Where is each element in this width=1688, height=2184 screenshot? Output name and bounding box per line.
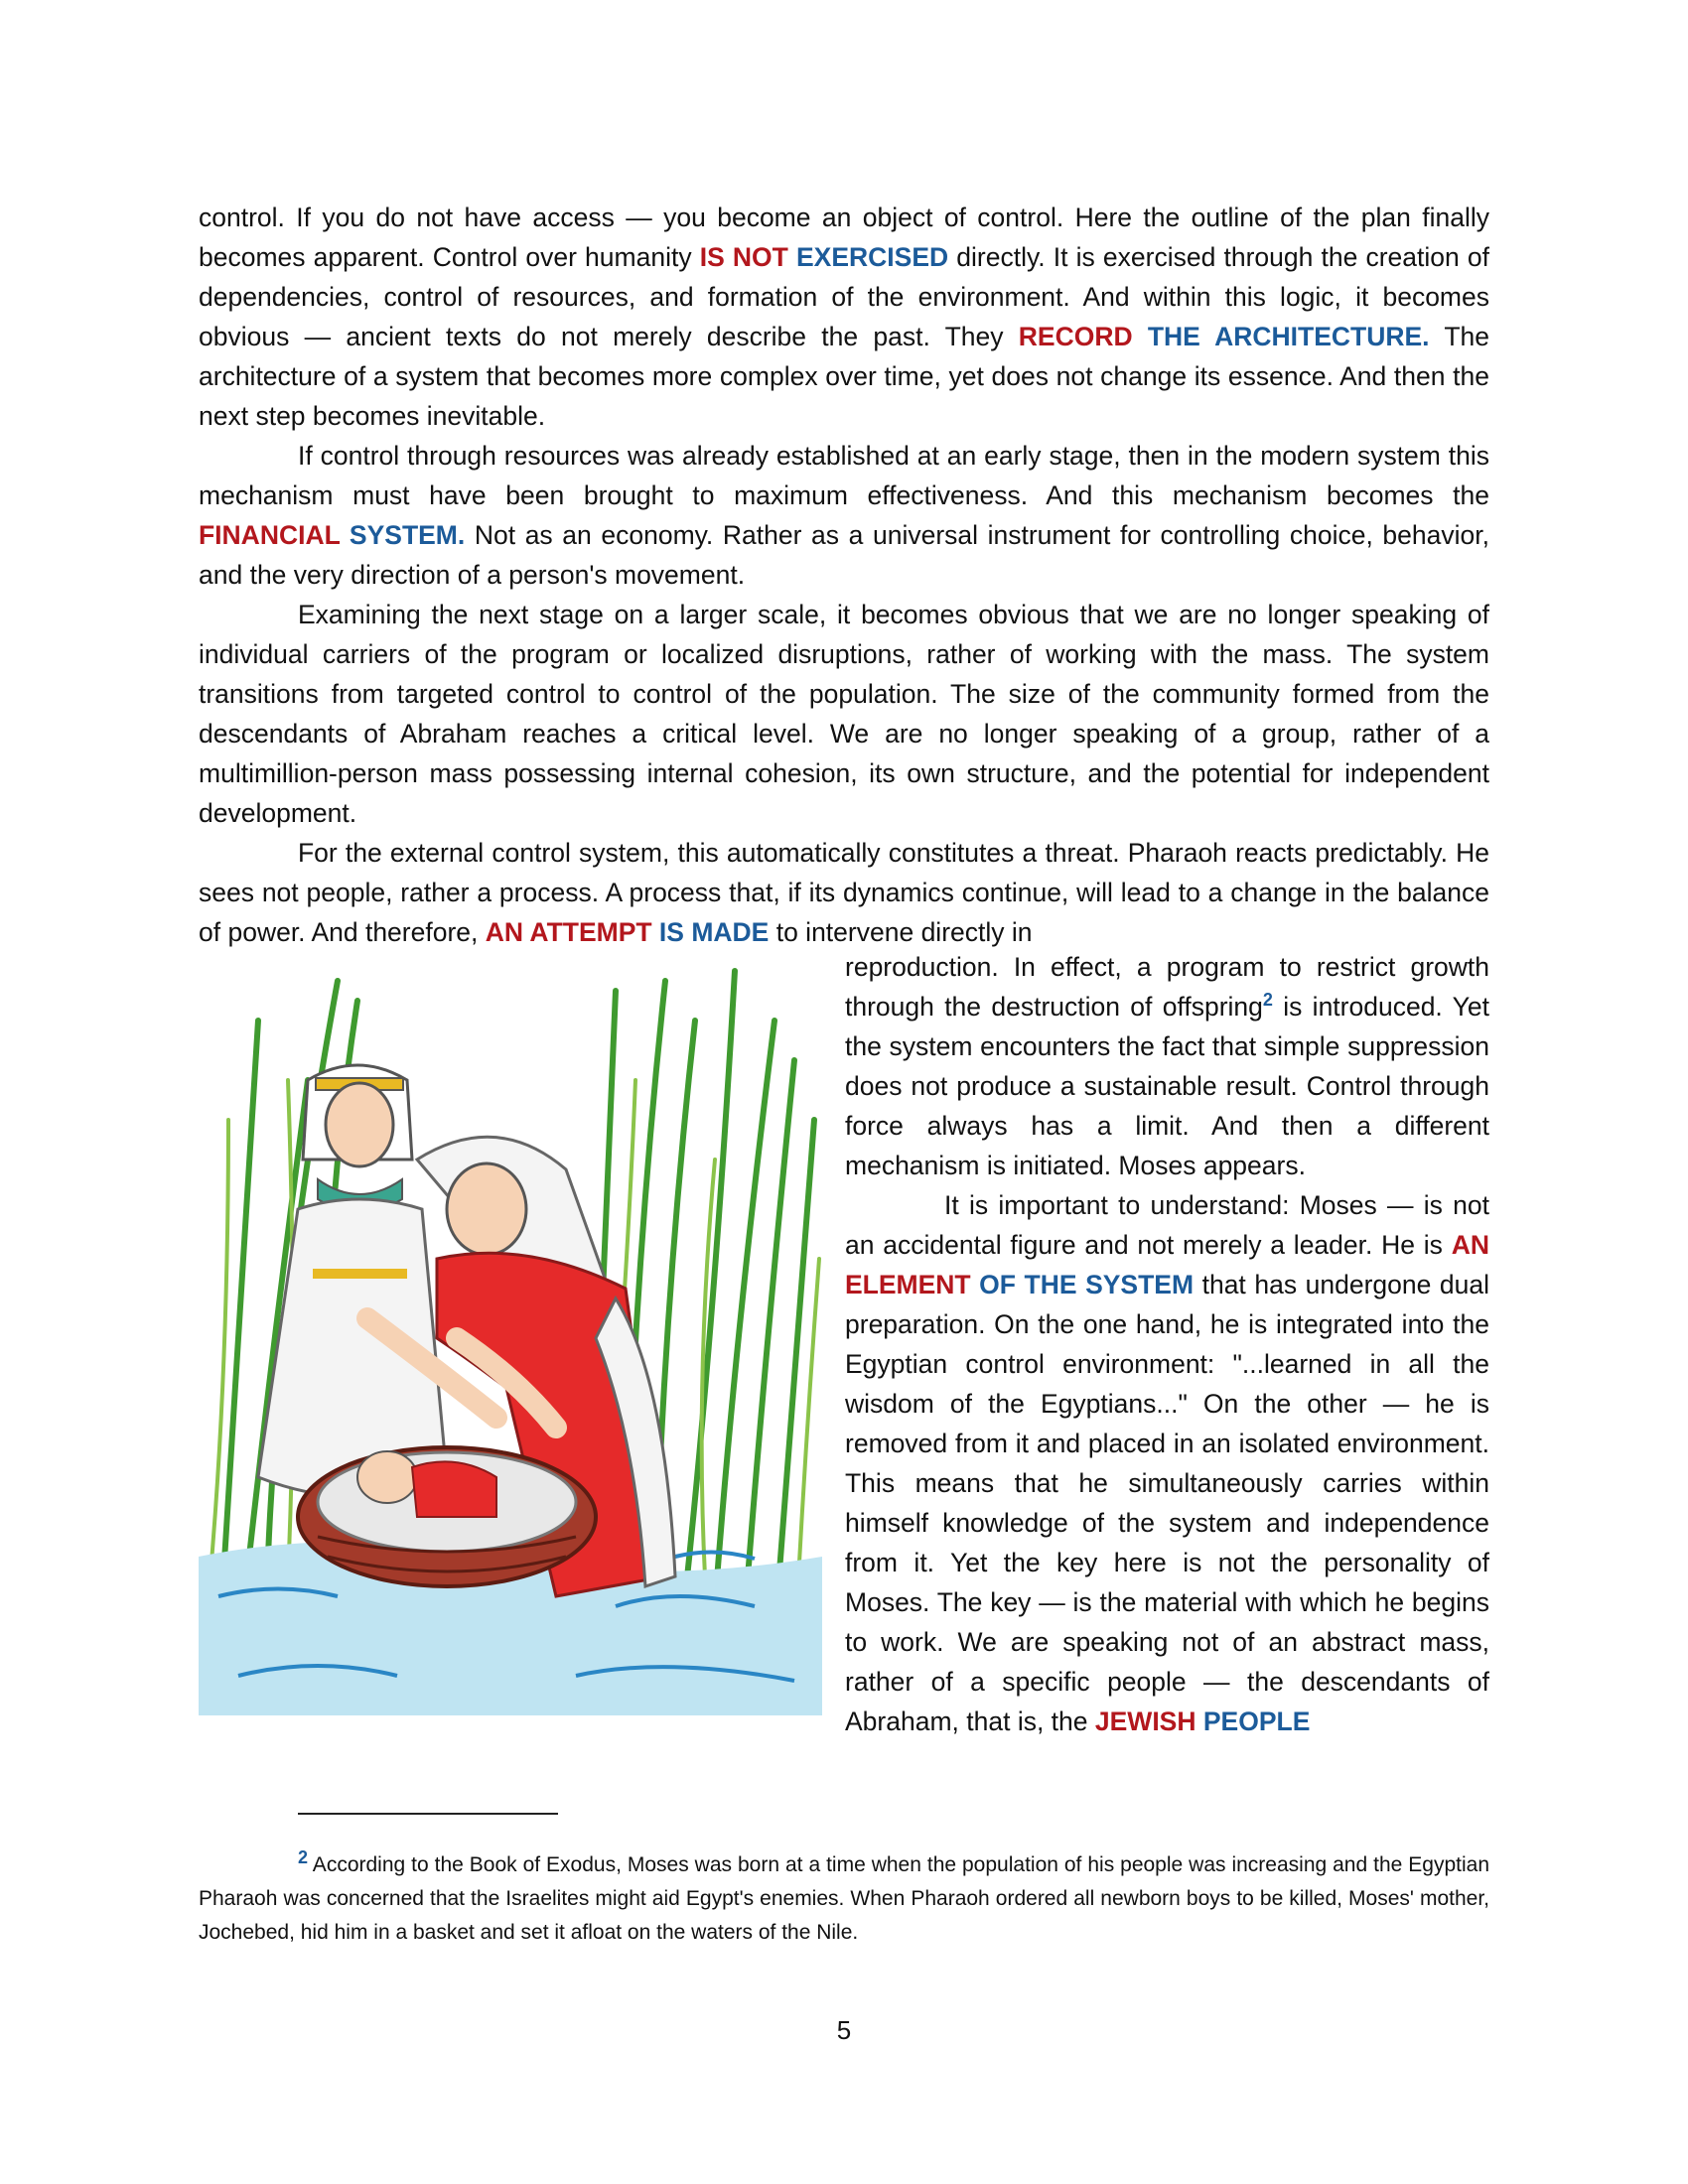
text-run: directly. It is exercised through the creation of dependencies, control of resources, and formation of the environment. And within this logic, it becomes obvious — ancient texts do not merely describe the past. They (199, 242, 1490, 351)
highlight-red: JEWISH (1094, 1706, 1196, 1736)
highlight-red: RECORD (1018, 322, 1133, 351)
highlight-red: FINANCIAL (199, 520, 341, 550)
text-run: control. If you do not have access — you become an object of control. Here the outline of the plan finally becomes apparent. Control over humanity (199, 203, 1489, 272)
footnote (199, 1848, 1489, 1950)
footnote-text (199, 1848, 1489, 1950)
text-run: It is important to understand: Moses — is not an accidental figure and not merely a leader. He is (845, 1190, 1489, 1260)
text-run: to intervene directly in (769, 917, 1033, 947)
text-run: For the external control system, this automatically constitutes a threat. Pharaoh reacts predictably. He sees not people, rather a process. A process that, if its dynamics continue, will lead to a change in the balance of power. And therefore, (199, 838, 1489, 947)
highlight-blue: EXERCISED (787, 242, 949, 272)
highlight-blue: OF THE SYSTEM (970, 1270, 1195, 1299)
main-text-right (845, 947, 1489, 1741)
paragraph-1 (199, 198, 1489, 436)
page-number: 5 (836, 2015, 852, 2045)
text-run: Not as an economy. Rather as a universal instrument for controlling choice, behavior, and the very direction of a person's movement. (199, 520, 1489, 590)
paragraph-6 (845, 1185, 1489, 1741)
highlight-blue: SYSTEM. (340, 520, 466, 550)
highlight-red: AN ELEMENT (845, 1230, 1489, 1299)
highlight-red: AN ATTEMPT (485, 917, 652, 947)
highlight-blue: PEOPLE (1196, 1706, 1311, 1736)
paragraph-2 (199, 436, 1489, 595)
highlight-red: IS NOT (699, 242, 788, 272)
paragraph-4 (199, 833, 1489, 952)
footnote-reference[interactable]: 2 (1262, 990, 1273, 1010)
paragraph-3: Examining the next stage on a larger scale, it becomes obvious that we are no longer speaking of individual carriers of the program or localized disruptions, rather of working with the mass. The system transitions from targeted control to control of the population. The size of the community formed from the descendants of Abraham reaches a critical level. We are no longer speaking of a group, rather of a multimillion-person mass possessing internal cohesion, its own structure, and the potential for independent development. (199, 600, 1489, 828)
text-run: The architecture of a system that becomes more complex over time, yet does not change its essence. And then the next step becomes inevitable. (199, 322, 1489, 431)
highlight-blue: THE ARCHITECTURE. (1132, 322, 1430, 351)
footnote-mark: 2 (298, 1847, 309, 1867)
text-run: reproduction. In effect, a program to restrict growth through the destruction of offspring (845, 952, 1489, 1022)
text-run: If control through resources was already established at an early stage, then in the modern system this mechanism must have been brought to maximum effectiveness. And this mechanism becomes the (199, 441, 1489, 510)
text-run: that has undergone dual preparation. On the one hand, he is integrated into the Egyptian control environment: "...learned in all the wisdom of the Egyptians..." On the other — he is removed from it and placed in an isolated environment. This means that he simultaneously carries within himself knowledge of the system and independence from it. Yet the key here is not the personality of Moses. The key — is the material with which he begins to work. We are speaking not of an abstract mass, rather of a specific people — the descendants of Abraham, that is, the (845, 1270, 1489, 1736)
main-text-top (199, 198, 1489, 952)
footnote-separator (298, 1813, 558, 1815)
illustration-image (199, 961, 822, 1715)
basket-with-baby (298, 1447, 596, 1586)
text-run: is introduced. Yet the system encounters the fact that simple suppression does not produce a sustainable result. Control through force always has a limit. And then a different mechanism is initiated. Moses appears. (845, 992, 1489, 1180)
paragraph-5 (845, 947, 1489, 1185)
moses-basket-illustration (199, 961, 822, 1715)
footnote-body: According to the Book of Exodus, Moses was born at a time when the population of his people was increasing and the Egyptian Pharaoh was concerned that the Israelites might aid Egypt's enemies. When Pharaoh ordered all newborn boys to be killed, Moses' mother, Jochebed, hid him in a basket and set it afloat on the waters of the Nile. (199, 1853, 1489, 1944)
highlight-blue: IS MADE (651, 917, 770, 947)
